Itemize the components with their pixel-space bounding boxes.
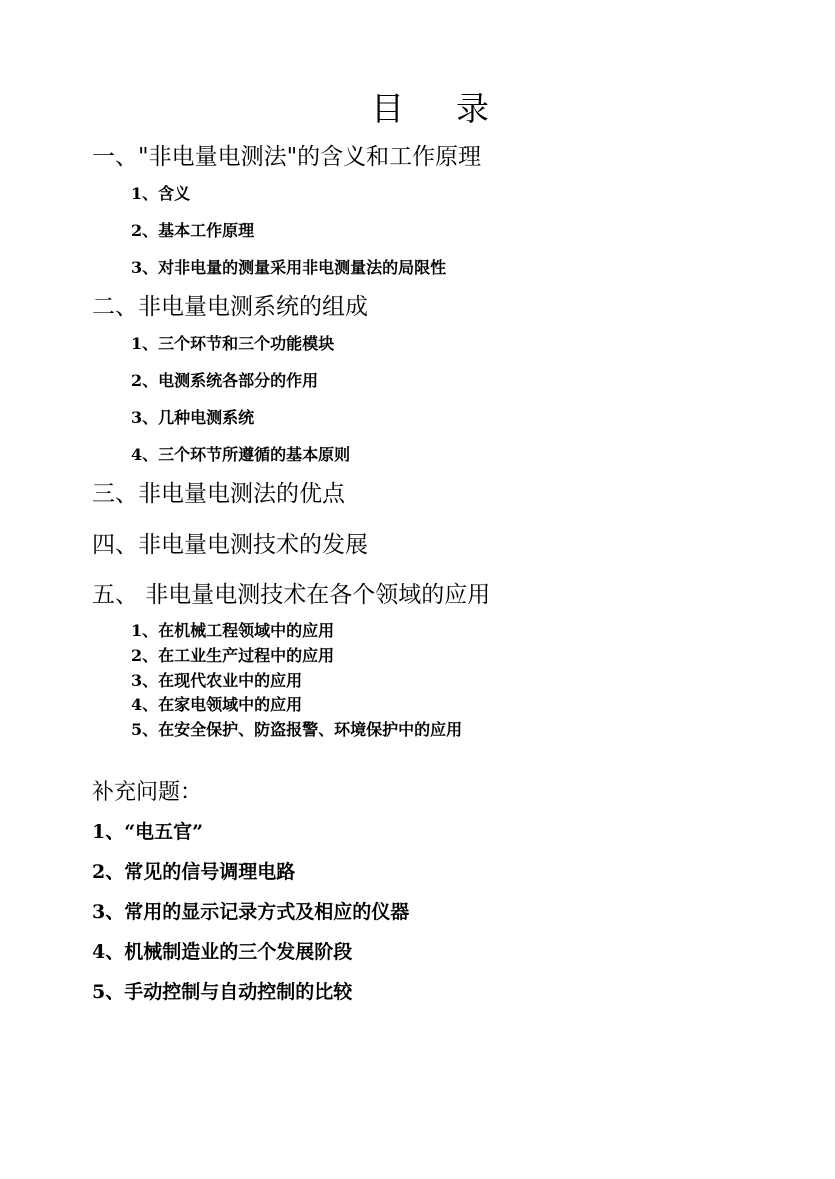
toc-section-1: 一、"非电量电测法"的含义和工作原理 [92, 144, 482, 170]
toc-section-5-item-5: 5、在安全保护、防盗报警、环境保护中的应用 [131, 720, 463, 739]
supplement-item-3: 3、常用的显示记录方式及相应的仪器 [92, 901, 410, 923]
toc-section-2-item-4: 4、三个环节所遵循的基本原则 [131, 445, 351, 464]
supplement-heading: 补充问题： [92, 780, 203, 805]
supplement-item-4: 4、机械制造业的三个发展阶段 [92, 941, 353, 963]
toc-section-5-item-3: 3、在现代农业中的应用 [131, 671, 303, 690]
toc-section-5-item-4: 4、在家电领域中的应用 [131, 695, 303, 714]
toc-section-2-item-3: 3、几种电测系统 [131, 408, 255, 427]
toc-section-2-item-2: 2、电测系统各部分的作用 [131, 371, 319, 390]
supplement-item-1: 1、“电五官” [92, 821, 204, 843]
toc-section-2: 二、非电量电测系统的组成 [92, 294, 368, 320]
toc-title [0, 89, 835, 128]
toc-section-3: 三、非电量电测法的优点 [92, 481, 345, 507]
toc-section-2-item-1: 1、三个环节和三个功能模块 [131, 334, 335, 353]
toc-section-1-item-3: 3、对非电量的测量采用非电测量法的局限性 [131, 258, 447, 277]
toc-section-1-item-2: 2、基本工作原理 [131, 221, 255, 240]
toc-title-part2: 录 [456, 89, 489, 128]
toc-section-1-item-1: 1、含义 [131, 184, 191, 203]
toc-section-5-item-2: 2、在工业生产过程中的应用 [131, 646, 335, 665]
toc-section-5: 五、 非电量电测技术在各个领域的应用 [92, 582, 491, 608]
toc-title-part1: 目 [371, 89, 404, 128]
toc-section-5-item-1: 1、在机械工程领域中的应用 [131, 621, 335, 640]
supplement-item-5: 5、手动控制与自动控制的比较 [92, 981, 353, 1003]
supplement-item-2: 2、常见的信号调理电路 [92, 861, 296, 883]
toc-section-4: 四、非电量电测技术的发展 [92, 532, 368, 558]
